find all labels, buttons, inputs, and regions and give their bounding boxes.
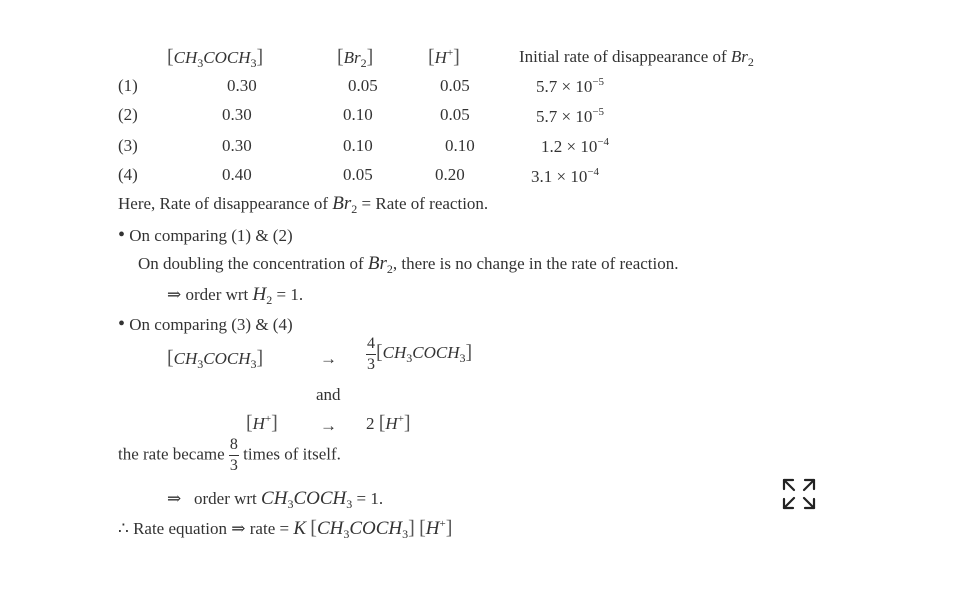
bullet: • <box>118 313 126 335</box>
doubling-statement: On doubling the concentration of $Br_2$, there is no change in the rate of reaction. <box>138 253 679 276</box>
fraction-eight-thirds: $\frac{8}{3}$ <box>229 436 238 474</box>
cell-rate: $5.7 \times 10^{-5}$ <box>536 76 605 96</box>
cell-rate: $5.7 \times 10^{-5}$ <box>536 106 605 126</box>
cell-ketone: 0.30 <box>227 76 257 95</box>
cell-h-plus: 0.05 <box>440 105 470 124</box>
cell-h-plus: 0.20 <box>435 165 465 184</box>
cell-rate: $1.2 \times 10^{-4}$ <box>541 136 610 156</box>
row-label: (3) <box>118 136 138 155</box>
cell-br2: 0.10 <box>343 136 373 155</box>
cell-ketone: 0.30 <box>222 105 252 124</box>
ketone-lhs: $[CH_3COCH_3]$ <box>167 347 264 371</box>
header-h-plus: [H+] <box>428 46 460 68</box>
order-ketone-statement: ⇒ order wrt $CH_3COCH_3 = 1$. <box>167 488 384 511</box>
expand-icon[interactable] <box>781 477 817 511</box>
cell-ketone: 0.30 <box>222 136 252 155</box>
header-br2: $[Br_2]$ <box>337 46 374 70</box>
rate-became-statement: the rate became $\frac{8}{3}$ times of itself. <box>118 436 341 474</box>
header-ketone: $[CH_3COCH_3]$ <box>167 46 264 70</box>
arrow: → <box>320 349 337 368</box>
row-label: (4) <box>118 165 138 184</box>
row-label: (2) <box>118 105 138 124</box>
cell-h-plus: 0.10 <box>445 136 475 155</box>
h-plus-lhs: [H+] <box>246 412 278 434</box>
cell-br2: 0.10 <box>343 105 373 124</box>
rate-equation: ∴ Rate equation ⇒ rate = K $[CH_3COCH_3]$ [H+] <box>118 517 453 541</box>
order-h2-statement: ⇒ order wrt $H_2 = 1$. <box>167 284 304 307</box>
ketone-rhs: $\frac{4}{3}$ $[CH_3COCH_3]$ <box>367 335 473 373</box>
compare-1-2-heading: • On comparing (1) & (2) <box>118 224 293 246</box>
cell-h-plus: 0.05 <box>440 76 470 95</box>
therefore-symbol: ∴ <box>118 519 129 538</box>
and-word: and <box>316 385 341 404</box>
fraction-four-thirds: $\frac{4}{3}$ <box>367 335 375 373</box>
arrow: → <box>320 416 337 435</box>
bullet: • <box>118 224 126 246</box>
cell-ketone: 0.40 <box>222 165 252 184</box>
cell-rate: $3.1 \times 10^{-4}$ <box>531 166 600 186</box>
row-label: (1) <box>118 76 138 95</box>
compare-3-4-heading: • On comparing (3) & (4) <box>118 313 293 335</box>
cell-br2: 0.05 <box>343 165 373 184</box>
header-rate: Initial rate of disappearance of $Br_2$ <box>519 47 754 69</box>
rate-statement: Here, Rate of disappearance of $Br_2$ = Rate of reaction. <box>118 193 489 216</box>
h-plus-rhs: 2 [H+] <box>366 412 411 434</box>
cell-br2: 0.05 <box>348 76 378 95</box>
